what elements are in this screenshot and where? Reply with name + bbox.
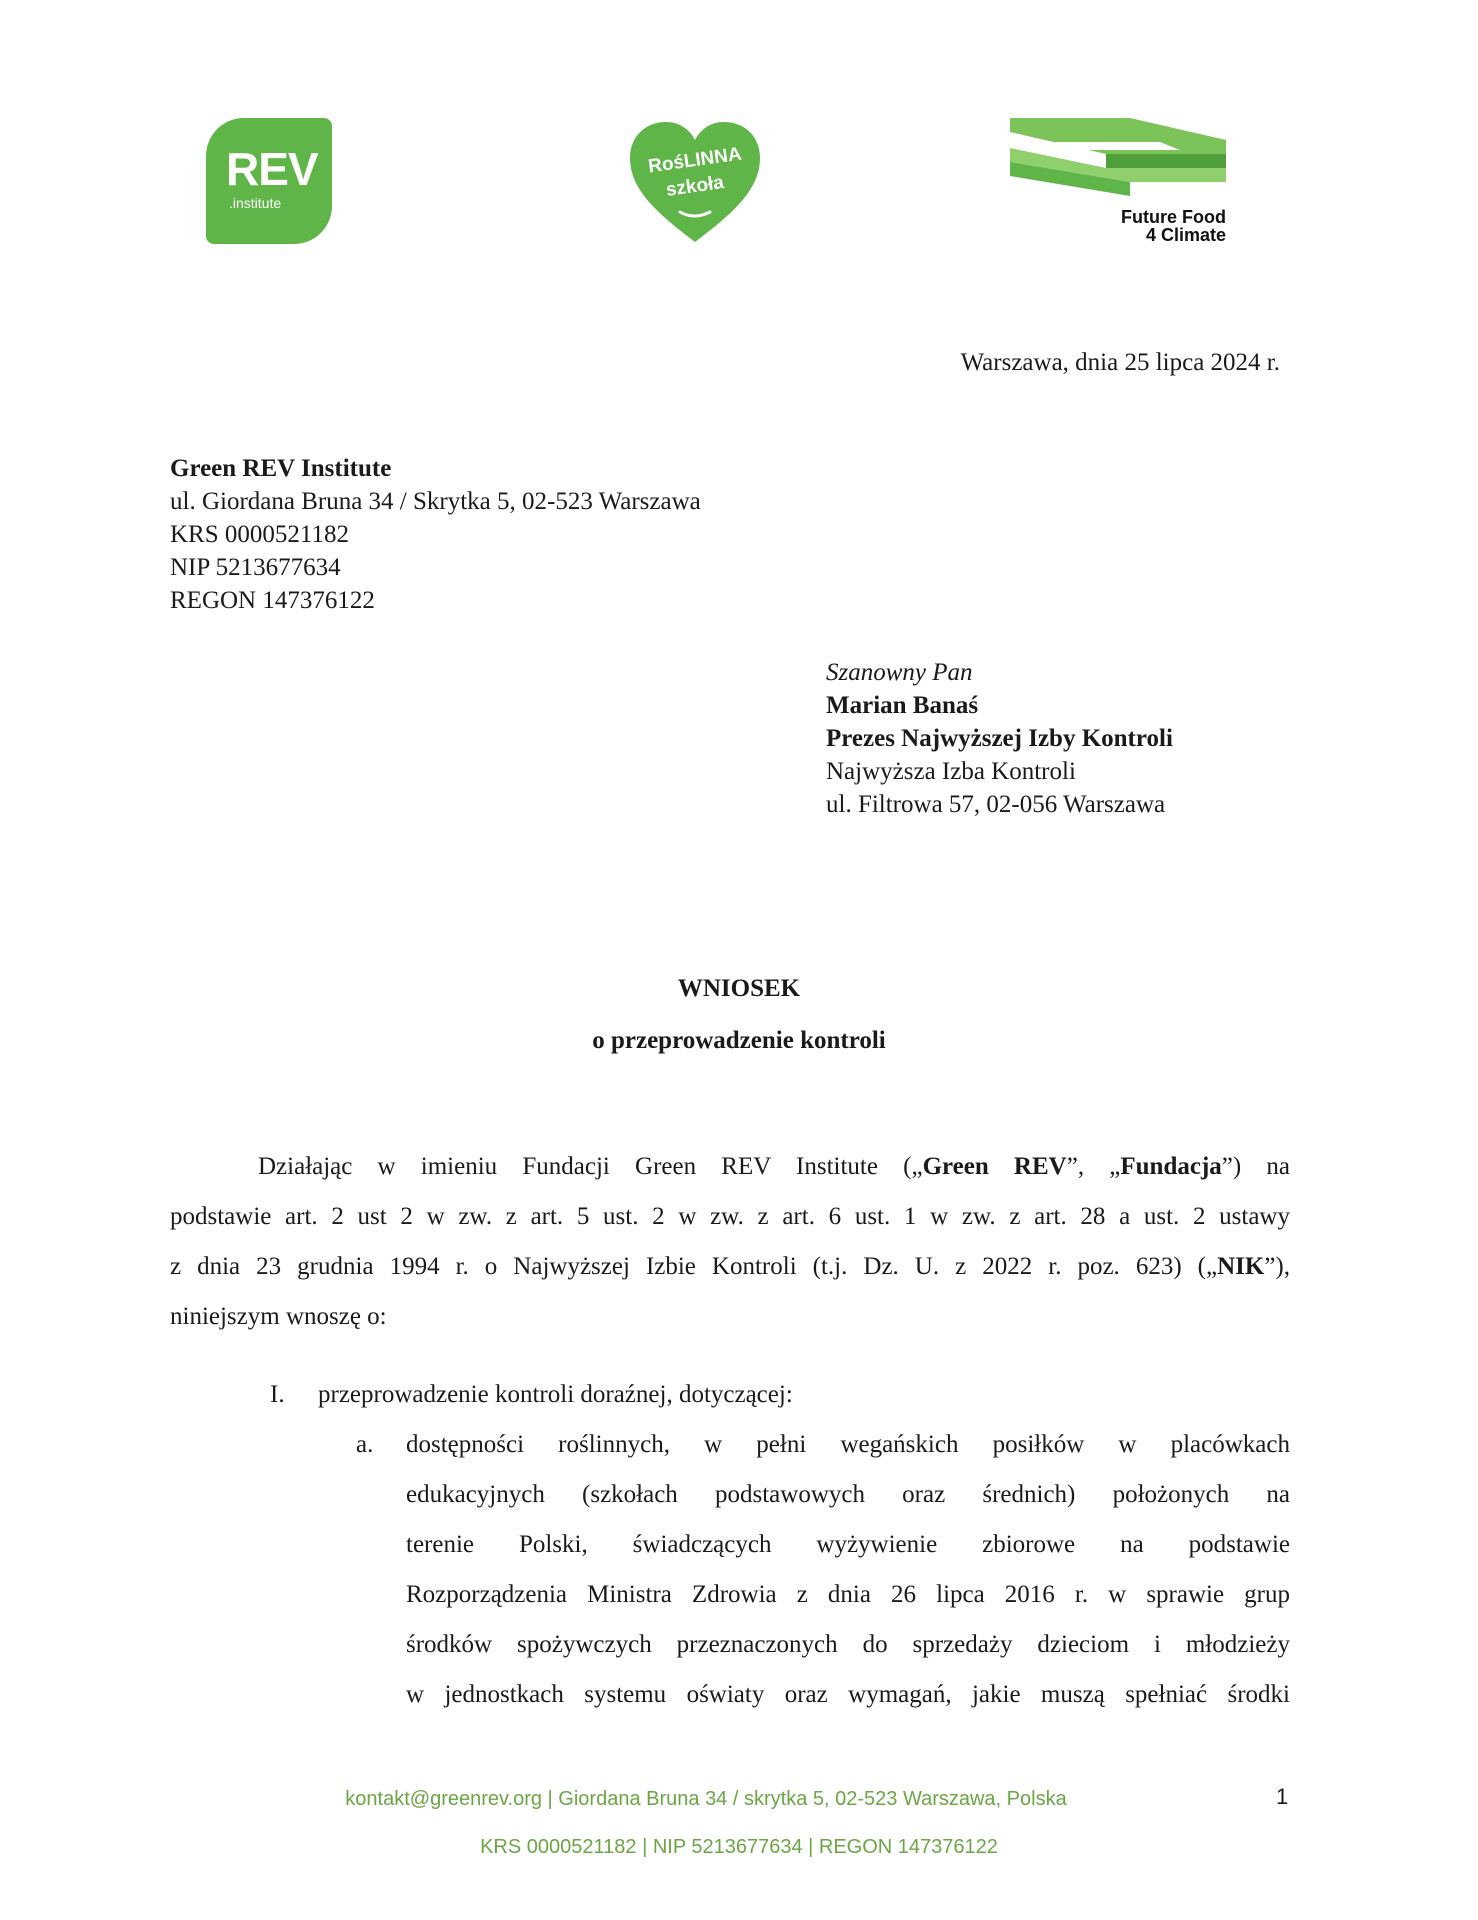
roslinna-logo-line1: RośLINNA bbox=[646, 143, 743, 178]
sender-krs: KRS 0000521182 bbox=[170, 521, 349, 548]
sub-item-line: dostępności roślinnych, w pełni wegańskich posiłków w placówkach bbox=[406, 1431, 1290, 1458]
future-food-logo-line2: 4 Climate bbox=[1145, 225, 1226, 245]
footer-registry-line: KRS 0000521182 | NIP 5213677634 | REGON 147376122 bbox=[480, 1836, 998, 1858]
list-marker: I. bbox=[270, 1381, 285, 1408]
footer-contact-line: kontakt@greenrev.org | Giordana Bruna 34 / skrytka 5, 02-523 Warszawa, Polska bbox=[345, 1788, 1067, 1810]
sub-item-line: środków spożywczych przeznaczonych do sprzedaży dzieciom i młodzieży bbox=[406, 1631, 1290, 1658]
roslinna-szkola-logo bbox=[628, 120, 762, 244]
sender-address: ul. Giordana Bruna 34 / Skrytka 5, 02-523 Warszawa bbox=[170, 488, 701, 515]
recipient-salutation: Szanowny Pan bbox=[826, 659, 973, 686]
sub-item-line: terenie Polski, świadczących wyżywienie zbiorowe na podstawie bbox=[406, 1531, 1290, 1558]
intro-line-2: podstawie art. 2 ust 2 w zw. z art. 5 ust. 2 w zw. z art. 6 ust. 1 w zw. z art. 28 a ust. 2 ustawy bbox=[170, 1203, 1290, 1230]
sub-item-line: edukacyjnych (szkołach podstawowych oraz średnich) położonych na bbox=[406, 1481, 1290, 1508]
intro-line-3: z dnia 23 grudnia 1994 r. o Najwyższej Izbie Kontroli (t.j. Dz. U. z 2022 r. poz. 623) („NIK”), bbox=[170, 1253, 1290, 1280]
rev-logo-text: REV bbox=[226, 143, 318, 195]
future-food-logo-line1: Future Food bbox=[1121, 207, 1226, 227]
intro-line-1: Działając w imieniu Fundacji Green REV Institute („Green REV”, „Fundacja”) na bbox=[258, 1153, 1290, 1180]
sender-nip: NIP 5213677634 bbox=[170, 554, 341, 581]
letter-date: Warszawa, dnia 25 lipca 2024 r. bbox=[960, 349, 1280, 376]
list-item-text: przeprowadzenie kontroli doraźnej, dotyczącej: bbox=[318, 1381, 793, 1408]
sub-list-marker: a. bbox=[356, 1431, 374, 1458]
sub-item-line: w jednostkach systemu oświaty oraz wymagań, jakie muszą spełniać środki bbox=[406, 1681, 1290, 1708]
ribbon-icon bbox=[1010, 118, 1226, 208]
page-number: 1 bbox=[1276, 1784, 1289, 1809]
document-subtitle: o przeprowadzenie kontroli bbox=[592, 1027, 886, 1054]
recipient-institution: Najwyższa Izba Kontroli bbox=[826, 758, 1076, 785]
document-title: WNIOSEK bbox=[677, 975, 801, 1002]
future-food-4-climate-logo bbox=[1010, 118, 1226, 248]
rev-institute-logo bbox=[206, 118, 332, 244]
roslinna-logo-line2: szkoła bbox=[664, 172, 726, 201]
sub-item-line: Rozporządzenia Ministra Zdrowia z dnia 26 lipca 2016 r. w sprawie grup bbox=[406, 1581, 1290, 1608]
recipient-name: Marian Banaś bbox=[826, 692, 979, 719]
recipient-title: Prezes Najwyższej Izby Kontroli bbox=[826, 725, 1173, 752]
sender-regon: REGON 147376122 bbox=[170, 587, 375, 614]
recipient-address: ul. Filtrowa 57, 02-056 Warszawa bbox=[826, 791, 1166, 818]
rev-logo-subtext: .institute bbox=[229, 195, 282, 211]
sender-name: Green REV Institute bbox=[170, 455, 392, 482]
intro-line-4: niniejszym wnoszę o: bbox=[170, 1303, 387, 1330]
